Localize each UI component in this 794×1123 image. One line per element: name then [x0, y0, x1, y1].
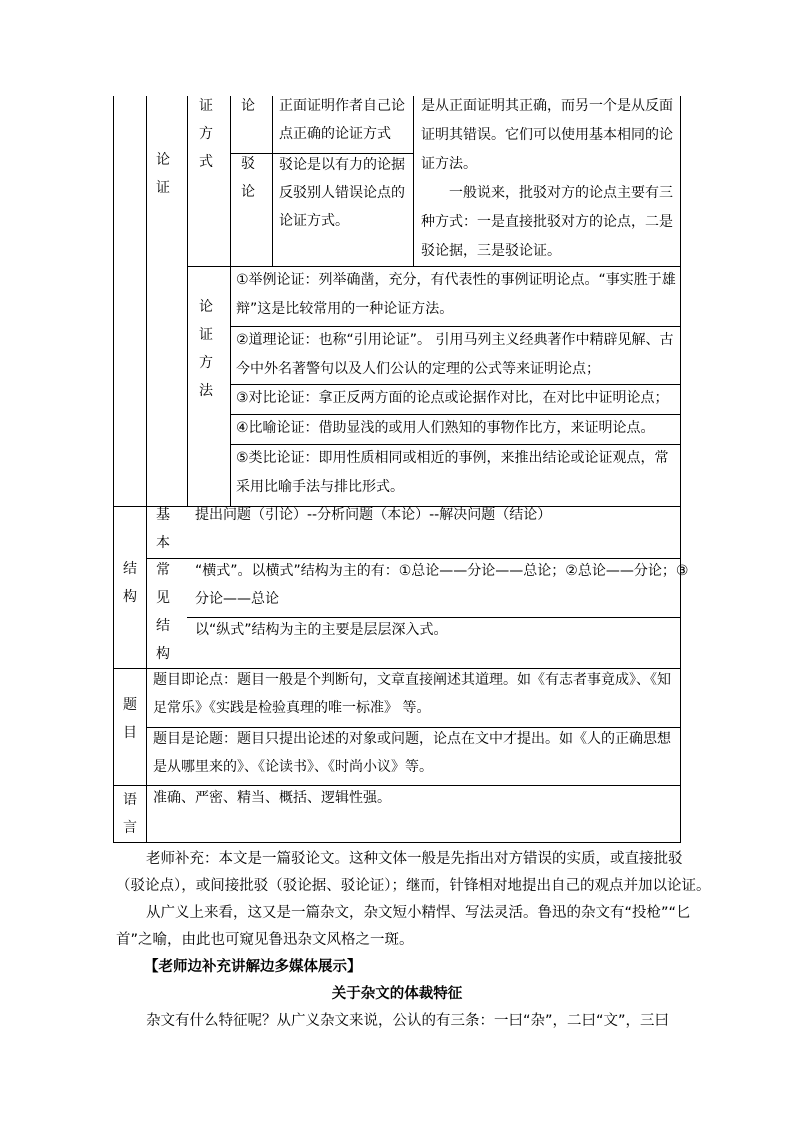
table-border-right	[680, 96, 681, 843]
right-text-line: 一般说来，批驳对方的论点主要有三	[449, 185, 673, 201]
timu1-line: 题目即论点：题目一般是个判断句，文章直接阐述其道理。如《有志者事竟成》、《知	[153, 672, 671, 688]
article-title: 关于杂文的体裁特征	[331, 986, 463, 1002]
right-text-line: 证方法。	[421, 156, 477, 172]
lilun-text-line: 正面证明作者自己论	[279, 98, 405, 114]
heng-text-line: “横式”。以横式”结构为主的有：①总论——分论——总论；②总论——分论；③	[195, 563, 689, 579]
lunzheng-label: 论证	[156, 152, 170, 196]
heng-text-line: 分论——总论	[195, 591, 279, 607]
method-line: ④比喻论证：借助显浅的或用人们熟知的事物作比方，来证明论点。	[236, 420, 655, 436]
bolun-text-line: 驳论是以有力的论据	[279, 157, 405, 173]
paragraph-line: （驳论点），或间接批驳（驳论据、驳论证）；继而，针锋相对地提出自己的观点并加以论证。	[116, 878, 711, 894]
paragraph-line: 杂文有什么特征呢？从广义杂文来说，公认的有三条：一曰“杂”，二曰“文”，三曰	[146, 1013, 670, 1029]
bolun-text-line: 论证方式。	[279, 213, 349, 229]
right-text-line: 种方式：一是直接批驳对方的论点，二是	[421, 214, 673, 230]
bolun-text-line: 反驳别人错误论点的	[279, 185, 405, 201]
right-text-line: 是从正面证明其正确，而另一个是从反面	[421, 98, 673, 114]
method-line: 今中外名著警句以及人们公认的定理的公式等来证明论点；	[236, 361, 600, 377]
paragraph-line: 首”之喻，由此也可窥见鲁迅杂文风格之一斑。	[116, 932, 414, 948]
method-line: ①举例论证：列举确凿，充分，有代表性的事例证明论点。“事实胜于雄	[236, 272, 676, 288]
jiegou-label: 结构	[123, 561, 137, 605]
jiben-label: 基本	[156, 507, 170, 551]
timu2-line: 题目是论题：题目只提出论述的对象或问题，论点在文中才提出。如《人的正确思想	[153, 731, 671, 747]
method-line: 采用比喻手法与排比形式。	[236, 479, 404, 495]
changjian-label: 常见结构	[156, 562, 170, 662]
table-border-left	[113, 96, 114, 843]
paragraph-line: 从广义上来看，这又是一篇杂文，杂文短小精悍、写法灵活。鲁迅的杂文有“投枪”“匕	[146, 905, 691, 921]
table-col-line	[187, 96, 188, 506]
table-border-bottom	[113, 842, 681, 843]
method-line: ⑤类比论证：即用性质相同或相近的事例，来推出结论或论证观点，常	[236, 450, 669, 466]
method-line: ②道理论证：也称“引用论证”。 引用马列主义经典著作中精辟见解、古	[236, 332, 674, 348]
zhengfangshi-label: 证方式	[199, 98, 213, 170]
right-text-line: 证明其错误。它们可以使用基本相同的论	[421, 127, 673, 143]
table-col-line	[272, 96, 273, 266]
zong-text: 以“纵式”结构为主的主要是层层深入式。	[195, 622, 448, 638]
paragraph-line: 老师补充：本文是一篇驳论文。这种文体一般是先指出对方错误的实质，或直接批驳	[146, 851, 683, 867]
section-heading: 【老师边补充讲解边多媒体展示】	[144, 959, 362, 975]
method-line: ③对比论证：拿正反两方面的论点或论据作对比，在对比中证明论点；	[236, 390, 669, 406]
lilun-text-line: 点正确的论证方式	[279, 126, 391, 142]
yuyan-text: 准确、严密、精当、概括、逻辑性强。	[153, 790, 391, 806]
fangfa-label: 论证方法	[199, 299, 213, 399]
jiben-text: 提出问题（引论）--分析问题（本论）--解决问题（结论）	[195, 507, 552, 523]
timu1-line: 足常乐》《实践是检验真理的唯一标准》 等。	[153, 700, 431, 716]
right-text-line: 驳论据，三是驳论证。	[421, 243, 561, 259]
yuyan-label: 语言	[123, 792, 137, 836]
timu-label: 题目	[123, 697, 137, 741]
table-col-line	[146, 96, 147, 843]
lilun-label: 论	[241, 98, 255, 114]
table-col-line	[413, 96, 414, 266]
method-line: 辩”这是比较常用的一种论证方法。	[236, 301, 454, 317]
bolun-label: 驳论	[241, 156, 255, 200]
timu2-line: 是从哪里来的》、《论读书》、《时尚小议》等。	[153, 759, 433, 775]
